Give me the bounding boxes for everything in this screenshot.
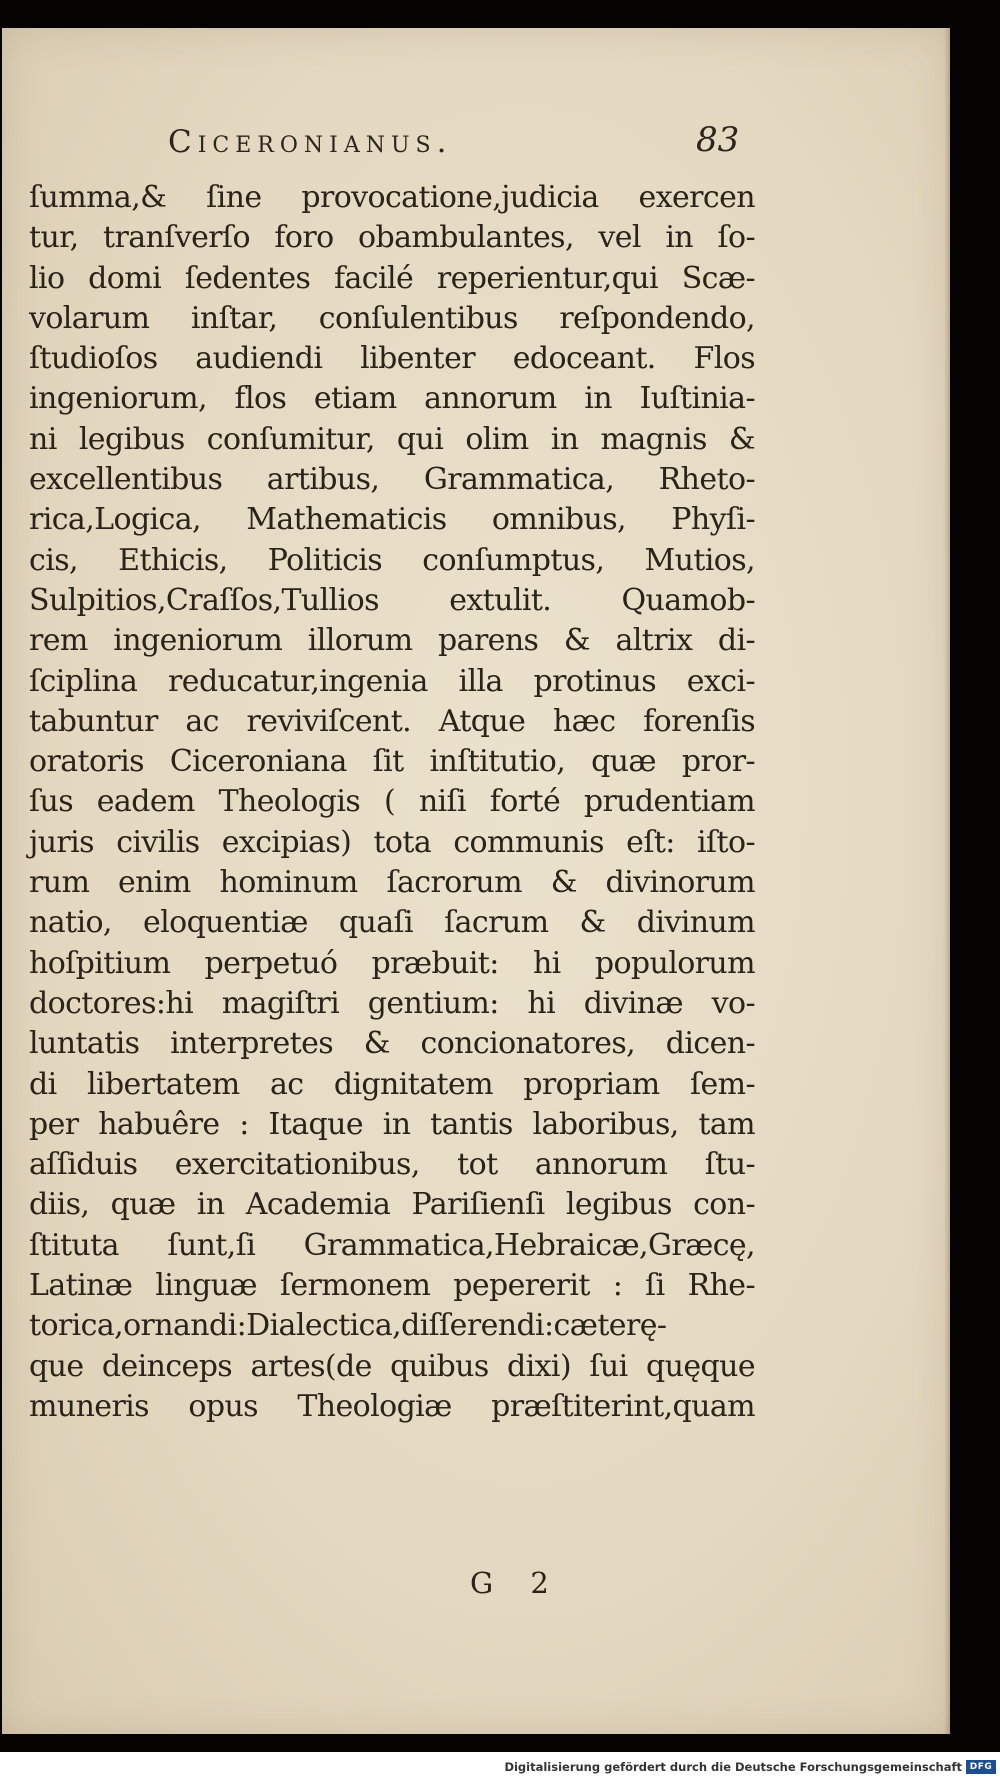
text-line: tabuntur ac reviviſcent. Atque hæc forenſis bbox=[29, 703, 755, 739]
page-edge-shadow bbox=[944, 28, 950, 1734]
text-line: per habuêre : Itaque in tantis laboribus, tam bbox=[29, 1106, 755, 1142]
text-line: lio domi ſedentes facilé reperientur,qui Scæ- bbox=[29, 260, 755, 296]
text-line: rica,Logica, Mathematicis omnibus, Phyſi- bbox=[29, 502, 755, 538]
text-line: muneris opus Theologiæ præſtiterint,quam bbox=[29, 1388, 755, 1424]
text-line: torica,ornandi:Dialectica,diſſerendi:cæterę- bbox=[29, 1308, 667, 1344]
text-line: ſciplina reducatur,ingenia illa protinus exci- bbox=[29, 663, 755, 699]
text-line: doctores:hi magiſtri gentium: hi divinæ vo- bbox=[29, 985, 755, 1021]
text-line: rem ingeniorum illorum parens & altrix di- bbox=[29, 623, 755, 659]
text-line: diis, quæ in Academia Pariſienſi legibus con- bbox=[29, 1187, 755, 1223]
page-number: 83 bbox=[696, 120, 740, 160]
signature-mark: G 2 bbox=[470, 1566, 563, 1600]
text-line: ſtituta ſunt,ſi Grammatica,Hebraicæ,Græcę, bbox=[29, 1227, 755, 1263]
text-line: natio, eloquentiæ quaſi ſacrum & divinum bbox=[29, 905, 755, 941]
text-line: Latinæ linguæ ſermonem pepererit : ſi Rhe- bbox=[29, 1268, 755, 1304]
text-line: excellentibus artibus, Grammatica, Rheto- bbox=[29, 462, 755, 498]
text-line: aſſiduis exercitationibus, tot annorum ſtu- bbox=[29, 1147, 755, 1183]
text-line: ni legibus conſumitur, qui olim in magnis & bbox=[29, 421, 755, 457]
text-line: luntatis interpretes & concionatores, dicen- bbox=[29, 1026, 755, 1062]
text-line: ſus eadem Theologis ( niſi forté prudentiam bbox=[29, 784, 755, 820]
running-head: Ciceronianus. bbox=[168, 124, 453, 160]
body-text bbox=[29, 178, 755, 1427]
credit-bar bbox=[0, 1752, 1000, 1783]
text-line: juris civilis excipias) tota communis eſt: iſto- bbox=[29, 824, 755, 860]
text-line: Sulpitios,Craſſos,Tullios extulit. Quamob- bbox=[29, 582, 755, 618]
text-line: ſumma,& ſine provocatione,judicia exercen bbox=[29, 180, 755, 215]
text-line: tur, tranſverſo foro obambulantes, vel in ſo- bbox=[29, 220, 755, 256]
funding-credit: Digitalisierung gefördert durch die Deutsche Forschungsgemeinschaft bbox=[504, 1760, 962, 1774]
text-line: ſtudioſos audiendi libenter edoceant. Flos bbox=[29, 341, 755, 377]
text-line: di libertatem ac dignitatem propriam ſem- bbox=[29, 1066, 755, 1102]
text-line: ingeniorum, flos etiam annorum in Iuſtinia- bbox=[29, 381, 755, 417]
dfg-logo-icon: DFG bbox=[966, 1760, 996, 1774]
text-line: cis, Ethicis, Politicis conſumptus, Mutios, bbox=[29, 542, 755, 578]
text-line: hoſpitium perpetuó præbuit: hi populorum bbox=[29, 945, 755, 981]
book-page bbox=[2, 28, 950, 1734]
text-line: que deinceps artes(de quibus dixi) ſui quęque bbox=[29, 1348, 755, 1384]
text-line: rum enim hominum ſacrorum & divinorum bbox=[29, 865, 755, 901]
text-line: oratoris Ciceroniana ſit inſtitutio, quæ pror- bbox=[29, 744, 755, 780]
text-line: volarum inſtar, conſulentibus reſpondendo, bbox=[29, 300, 755, 336]
page-header bbox=[2, 120, 950, 172]
